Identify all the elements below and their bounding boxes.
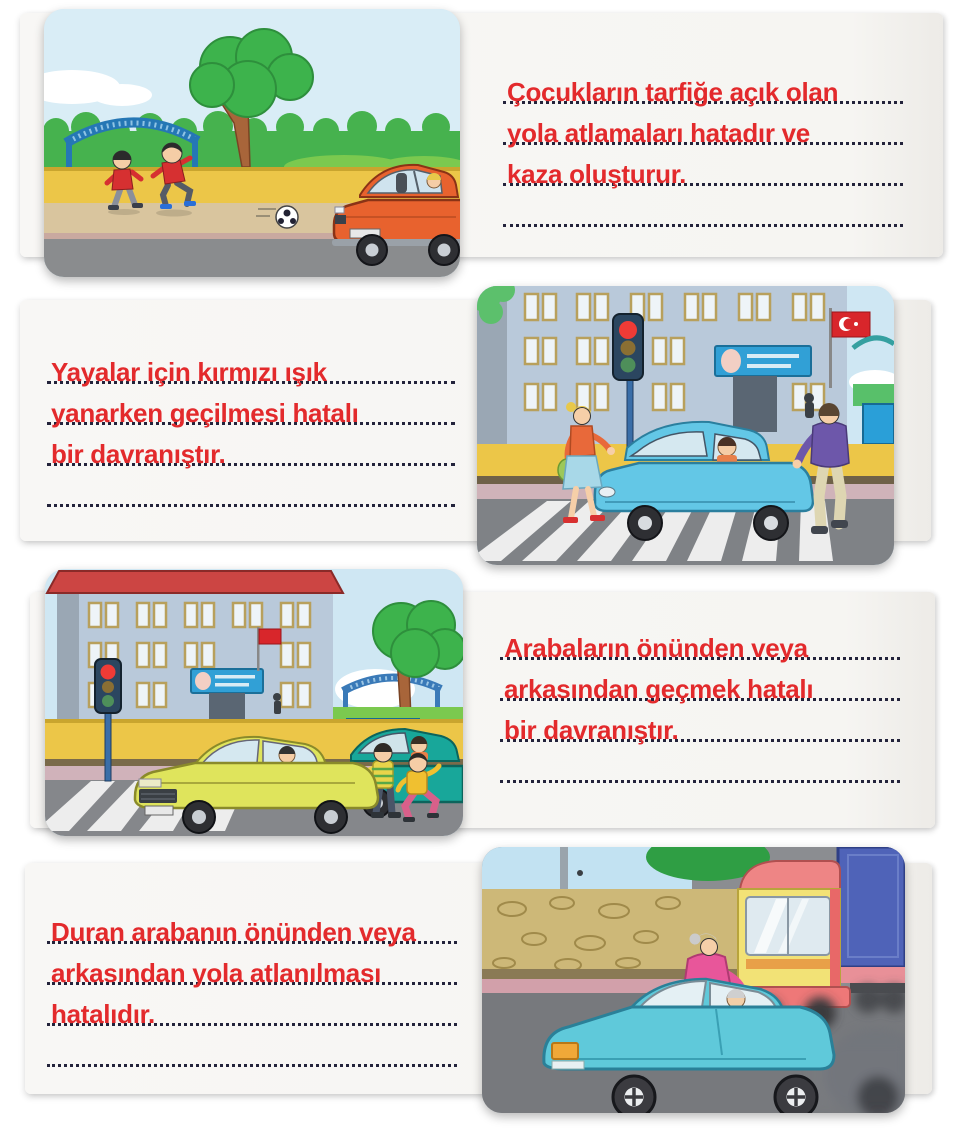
dotted-line	[503, 186, 903, 227]
illustration-children-chasing-ball-into-road	[44, 9, 460, 277]
dotted-line	[500, 742, 900, 783]
dotted-line: yanarken geçilmesi hatalı	[47, 384, 455, 425]
illustration-children-crossing-between-cars	[45, 569, 463, 836]
dotted-line	[47, 1026, 457, 1067]
answer-lines	[503, 63, 903, 227]
answer-lines	[47, 343, 455, 507]
dotted-line: kaza oluşturur.	[503, 145, 903, 186]
answer-lines	[47, 903, 457, 1067]
dotted-line: arkasından geçmek hatalı	[500, 660, 900, 701]
illustration-woman-stepping-out-behind-truck	[482, 847, 905, 1113]
illustration-pedestrians-crossing-on-red-light	[477, 286, 894, 565]
dotted-line: bir davranıştır.	[47, 425, 455, 466]
dotted-line: Yayalar için kırmızı ışık	[47, 343, 455, 384]
dotted-line: yola atlamaları hatadır ve	[503, 104, 903, 145]
dotted-line: hatalıdır.	[47, 985, 457, 1026]
dotted-line: Arabaların önünden veya	[500, 619, 900, 660]
dotted-line: Duran arabanın önünden veya	[47, 903, 457, 944]
dotted-line: bir davranıştır.	[500, 701, 900, 742]
dotted-line: Çocukların tarfiğe açık olan	[503, 63, 903, 104]
answer-lines	[500, 619, 900, 783]
dotted-line: arkasından yola atlanılması	[47, 944, 457, 985]
dotted-line	[47, 466, 455, 507]
